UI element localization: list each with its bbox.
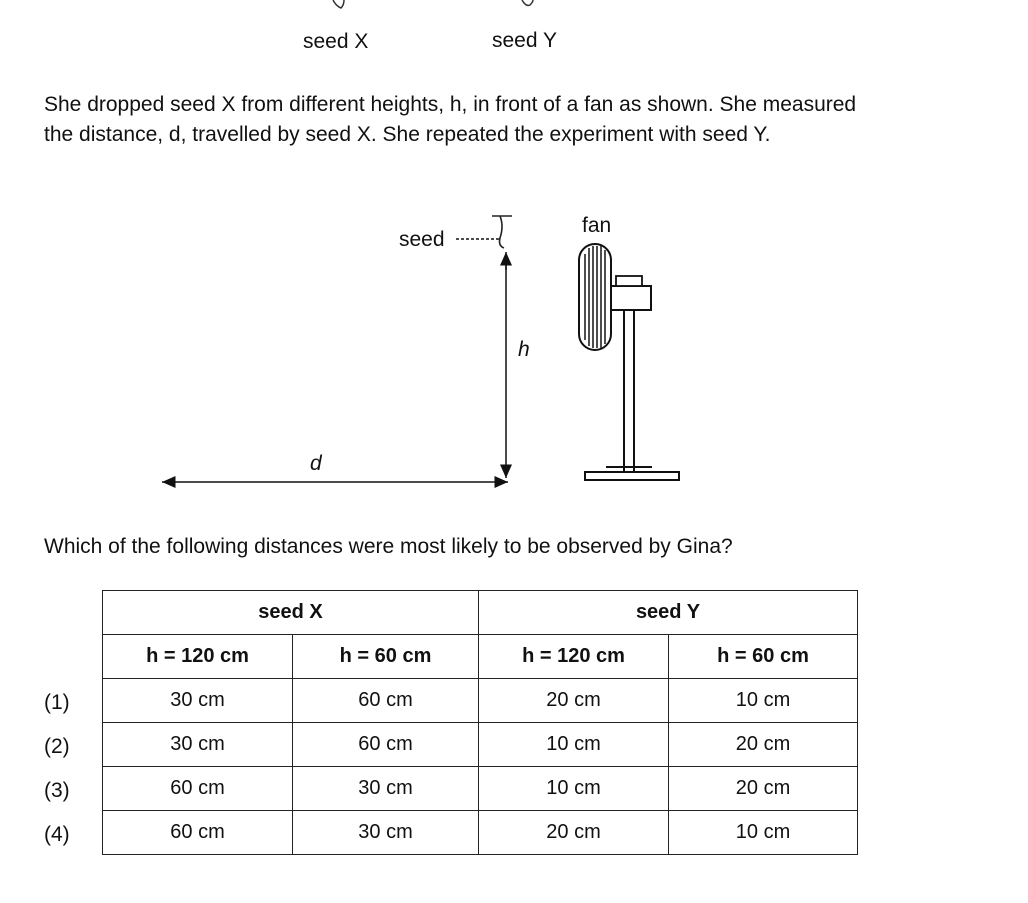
table-cell: 30 cm [103,679,293,723]
option-number: (2) [44,735,70,758]
table-cell: 10 cm [479,767,669,811]
sub-header: h = 60 cm [669,635,858,679]
table-cell: 20 cm [479,679,669,723]
table-cell: 60 cm [293,723,479,767]
h-label: h [518,338,530,361]
answer-table [102,590,858,855]
group-header-seed-y: seed Y [479,591,858,635]
seed-label: seed [399,228,445,251]
table-cell: 60 cm [103,767,293,811]
table-row [103,723,858,767]
seed-drawing [492,216,512,248]
question-text: Which of the following distances were most likely to be observed by Gina? [44,535,733,558]
seed-sketch-tops [0,0,1028,20]
d-label: d [310,452,322,475]
table-cell: 10 cm [669,811,858,855]
table-sub-header-row [103,635,858,679]
table-row [103,811,858,855]
seed-x-caption: seed X [303,30,369,53]
option-number: (4) [44,823,70,846]
sub-header: h = 60 cm [293,635,479,679]
table-row [103,679,858,723]
table-group-header-row [103,591,858,635]
experiment-description: She dropped seed X from different heights, h, in front of a fan as shown. She measured the distance, d, travelled by seed X. She repeated the experiment with seed Y. [44,93,857,146]
table-cell: 20 cm [479,811,669,855]
experiment-diagram [0,190,1028,500]
table-cell: 20 cm [669,723,858,767]
seed-x-sketch [333,0,344,8]
table-cell: 10 cm [669,679,858,723]
option-number: (1) [44,691,70,714]
option-number: (3) [44,779,70,802]
table-cell: 60 cm [293,679,479,723]
table-cell: 30 cm [293,811,479,855]
sub-header: h = 120 cm [479,635,669,679]
sub-header: h = 120 cm [103,635,293,679]
table-cell: 10 cm [479,723,669,767]
seed-y-caption: seed Y [492,29,557,52]
table-cell: 20 cm [669,767,858,811]
table-cell: 30 cm [103,723,293,767]
table-row [103,767,858,811]
fan-label: fan [582,214,612,237]
seed-y-sketch [522,0,533,5]
table-cell: 30 cm [293,767,479,811]
group-header-seed-x: seed X [103,591,479,635]
fan-icon [579,244,679,480]
table-cell: 60 cm [103,811,293,855]
